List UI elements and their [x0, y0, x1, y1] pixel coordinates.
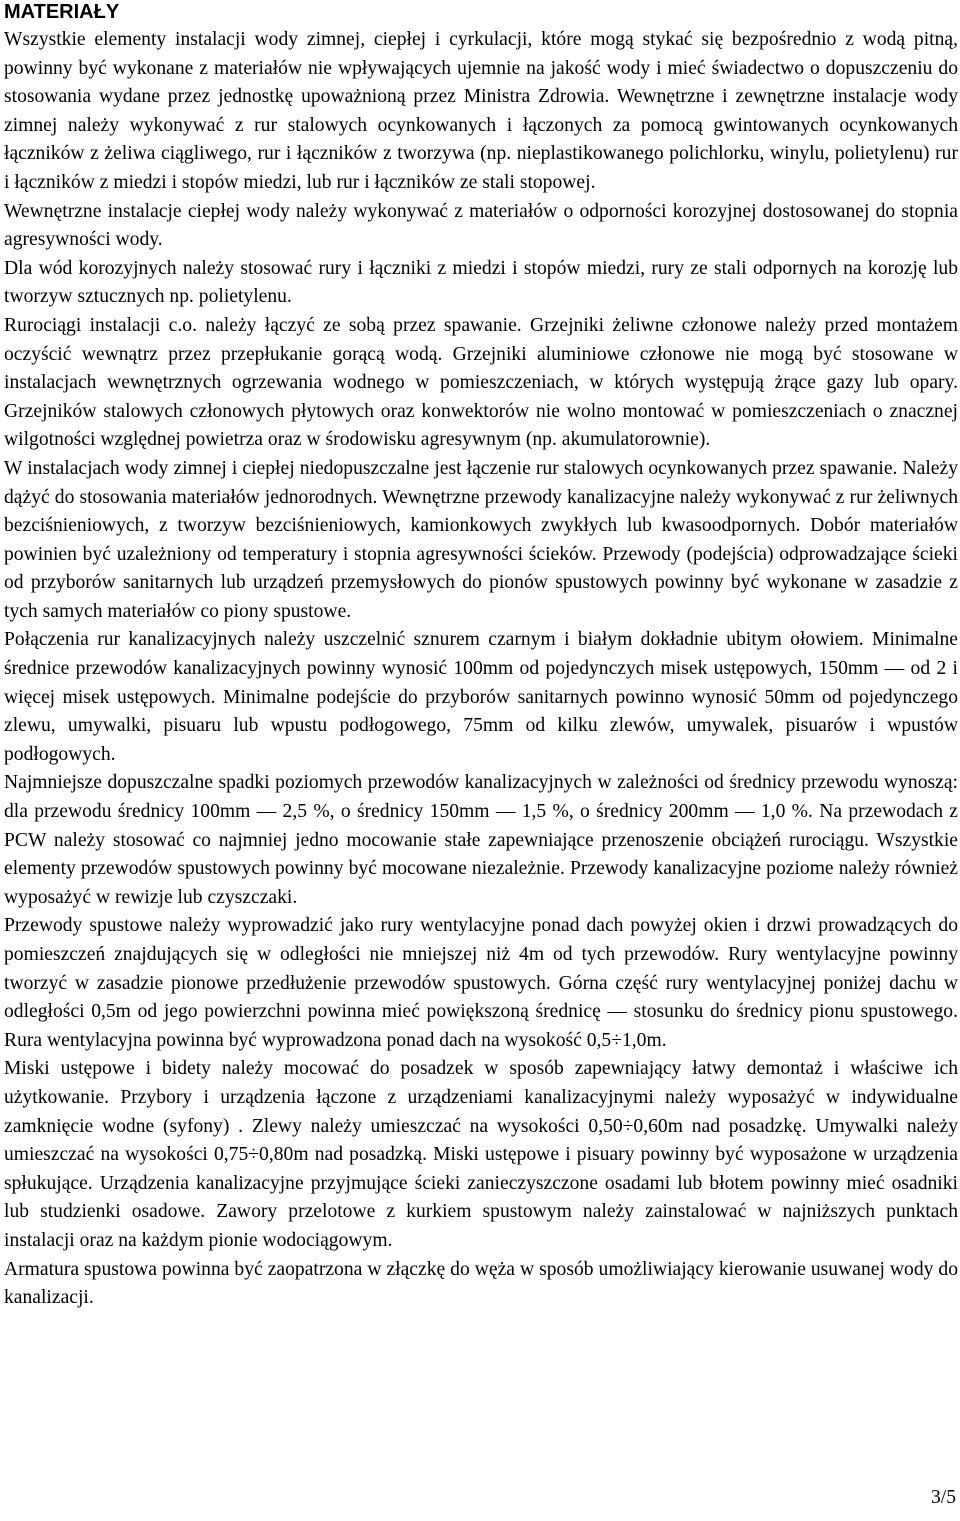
- paragraph-hot-water: Wewnętrzne instalacje ciepłej wody należy wykonywać z materiałów o odporności korozyjnej dostosowanej do stopnia agresywności wody.: [4, 200, 958, 251]
- page-number: 3/5: [930, 1487, 956, 1508]
- paragraph-heating-pipes: Rurociągi instalacji c.o. należy łączyć ze sobą przez spawanie. Grzejniki żeliwne członowe należy przed montażem oczyścić wewnątrz przez przepłukanie gorącą wodą. Grzejniki aluminiowe członowe nie mogą być stosowane w instalacjach wewnętrznych ogrzewania wodnego w pomieszczeniach, w których występują żrące gazy lub opary. Grzejników stalowych członowych płytowych oraz konwektorów nie wolno montować w pomieszczeniach o znacznej wilgotności względnej powietrza oraz w środowisku agresywnym (np. akumulatorownie).: [4, 314, 958, 451]
- document-page: [4, 0, 958, 1313]
- section-heading: MATERIAŁY: [4, 1, 120, 23]
- paragraph-drain-fittings: Armatura spustowa powinna być zaopatrzona w złączkę do węża w sposób umożliwiający kierowanie usuwanej wody do kanalizacji.: [4, 1258, 958, 1309]
- paragraph-pipe-joints: Połączenia rur kanalizacyjnych należy uszczelnić sznurem czarnym i białym dokładnie ubitym ołowiem. Minimalne średnice przewodów kanalizacyjnych powinny wynosić 100mm od pojedynczych misek ustępowych, 150mm — od 2 i więcej misek ustępowych. Minimalne podejście do przyborów sanitarnych powinno wynosić 50mm od pojedynczego zlewu, umywalki, pisuaru lub wpustu podłogowego, 75mm od kilku zlewów, umywalek, pisuarów i wpustów podłogowych.: [4, 629, 958, 765]
- paragraph-ventilation: Przewody spustowe należy wyprowadzić jako rury wentylacyjne ponad dach powyżej okien i drzwi prowadzących do pomieszczeń znajdujących się w odległości nie mniejszej niż 4m od tych przewodów. Rury wentylacyjne powinny tworzyć w zasadzie pionowe przedłużenie przewodów spustowych. Górna część rury wentylacyjnej poniżej dachu w odległości 0,5m od jego powierzchni powinna mieć powiększoną średnicę — stosunku do średnicy pionu spustowego. Rura wentylacyjna powinna być wyprowadzona ponad dach na wysokość 0,5÷1,0m.: [4, 915, 958, 1051]
- paragraph-materials-water: Wszystkie elementy instalacji wody zimnej, ciepłej i cyrkulacji, które mogą stykać się bezpośrednio z wodą pitną, powinny być wykonane z materiałów nie wpływających ujemnie na jakość wody i mieć świadectwo o dopuszczeniu do stosowania wydane przez jednostkę upoważnioną przez Ministra Zdrowia. Wewnętrzne i zewnętrzne instalacje wody zimnej należy wykonywać z rur stalowych ocynkowanych i łączonych za pomocą gwintowanych ocynkowanych łączników z żeliwa ciągliwego, rur i łączników z tworzywa (np. nieplastikowanego polichlorku, winylu, polietylenu) rur i łączników z miedzi i stopów miedzi, lub rur i łączników ze stali stopowej.: [4, 29, 958, 193]
- paragraph-sewage-materials: W instalacjach wody zimnej i ciepłej niedopuszczalne jest łączenie rur stalowych ocynkowanych przez spawanie. Należy dążyć do stosowania materiałów jednorodnych. Wewnętrzne przewody kanalizacyjne należy wykonywać z rur żeliwnych bezciśnieniowych, z tworzyw bezciśnieniowych, kamionkowych zwykłych lub kwasoodpornych. Dobór materiałów powinien być uzależniony od temperatury i stopnia agresywności ścieków. Przewody (podejścia) odprowadzające ścieki od przyborów sanitarnych lub urządzeń przemysłowych do pionów spustowych powinny być wykonane w zasadzie z tych samych materiałów co piony spustowe.: [4, 457, 958, 622]
- paragraph-slopes: Najmniejsze dopuszczalne spadki poziomych przewodów kanalizacyjnych w zależności od średnicy przewodu wynoszą: dla przewodu średnicy 100mm — 2,5 %, o średnicy 150mm — 1,5 %, o średnicy 200mm — 1,0 %. Na przewodach z PCW należy stosować co najmniej jedno mocowanie stałe zapewniające przenoszenie obciążeń rurociągu. Wszystkie elementy przewodów spustowych powinny być mocowane niezależnie. Przewody kanalizacyjne poziome należy również wyposażyć w rewizje lub czyszczaki.: [4, 772, 958, 908]
- paragraph-corrosive-water: Dla wód korozyjnych należy stosować rury i łączniki z miedzi i stopów miedzi, rury ze stali odpornych na korozję lub tworzyw sztucznych np. polietylenu.: [4, 257, 958, 308]
- paragraph-fixtures: Miski ustępowe i bidety należy mocować do posadzek w sposób zapewniający łatwy demontaż i właściwe ich użytkowanie. Przybory i urządzenia łączone z urządzeniami kanalizacyjnymi należy wyposażyć w indywidualne zamknięcie wodne (syfony) . Zlewy należy umieszczać na wysokości 0,50÷0,60m nad posadzkę. Umywalki należy umieszczać na wysokości 0,75÷0,80m nad posadzką. Miski ustępowe i pisuary powinny być wyposażone w urządzenia spłukujące. Urządzenia kanalizacyjne przyjmujące ścieki zanieczyszczone osadami lub błotem powinny mieć osadniki lub studzienki osadowe. Zawory przelotowe z kurkiem spustowym należy zainstalować w najniższych punktach instalacji oraz na każdym pionie wodociągowym.: [4, 1058, 958, 1251]
